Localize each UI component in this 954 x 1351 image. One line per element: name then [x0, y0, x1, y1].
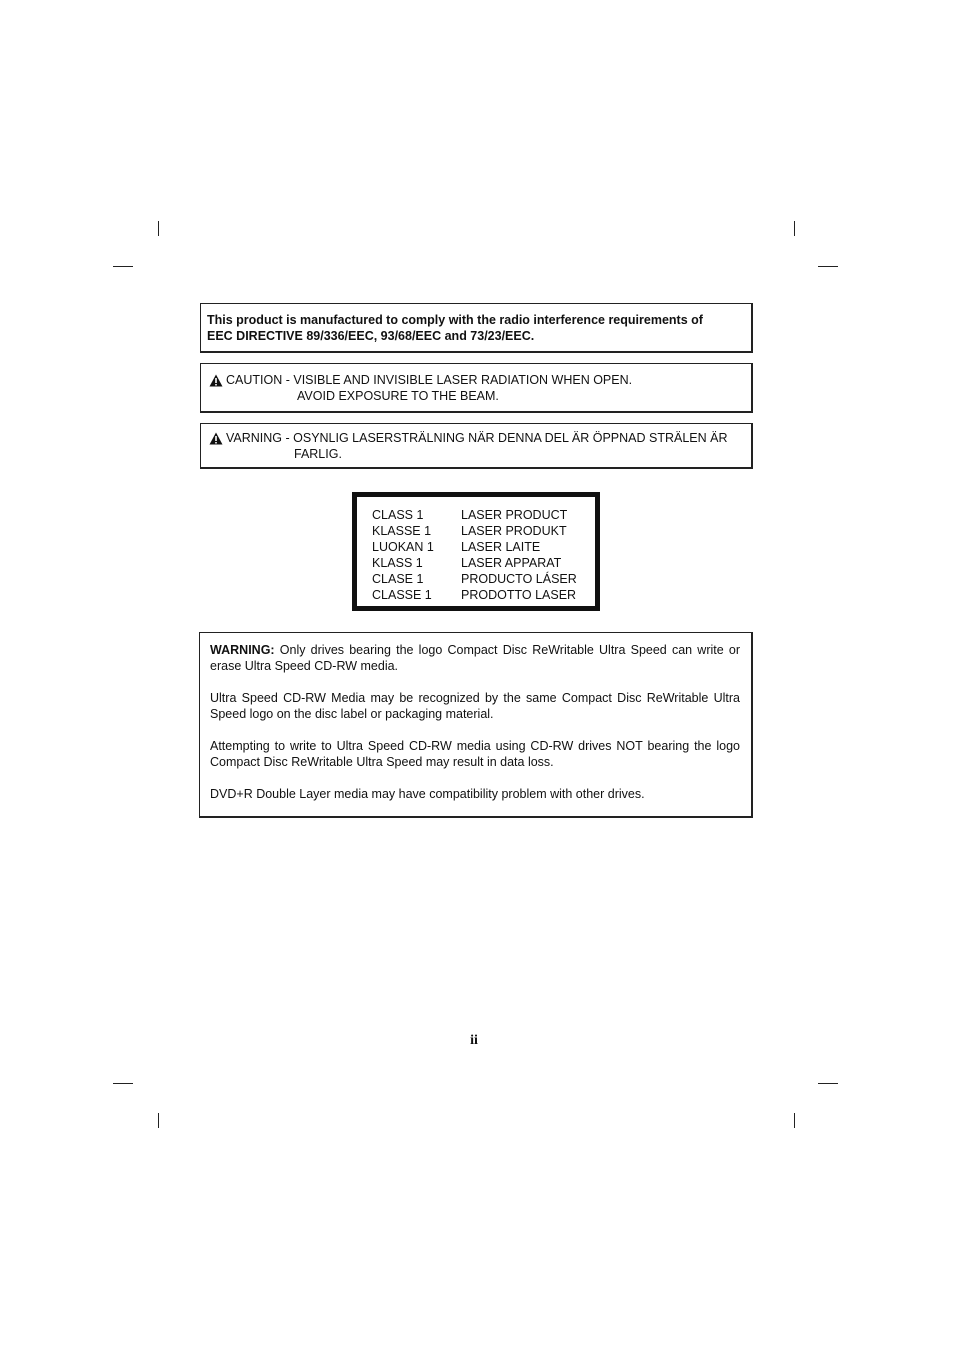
product-cell: LASER PRODUCT [461, 508, 568, 522]
page-number: ii [470, 1033, 478, 1048]
warning-label: WARNING: [210, 643, 275, 657]
laser-class-row [372, 523, 577, 539]
caution-line1: CAUTION - VISIBLE AND INVISIBLE LASER RADIATION WHEN OPEN. [226, 373, 633, 387]
varning-line2: FARLIG. [294, 447, 342, 461]
emc-notice-line2: EEC DIRECTIVE 89/336/EEC, 93/68/EEC and 73/23/EEC. [207, 329, 535, 343]
warning-paragraph-1 [210, 642, 740, 674]
laser-class-label [352, 492, 600, 611]
class-cell: CLASSE 1 [372, 588, 432, 602]
warning-paragraph-2: Ultra Speed CD-RW Media may be recognized by the same Compact Disc ReWritable Ultra Speed logo on the disc label or packaging material. [210, 691, 740, 721]
product-cell: LASER APPARAT [461, 556, 562, 570]
class-cell: CLASS 1 [372, 508, 424, 522]
crop-mark [794, 221, 795, 236]
crop-mark [158, 221, 159, 236]
media-warning-box [199, 632, 753, 818]
crop-mark [158, 1113, 159, 1128]
warning-text-1: Only drives bearing the logo Compact Disc ReWritable Ultra Speed can write or erase Ultra Speed CD-RW media. [210, 643, 740, 673]
class-cell: CLASE 1 [372, 572, 424, 586]
crop-mark [113, 1083, 133, 1084]
crop-mark [113, 266, 133, 267]
class-cell: LUOKAN 1 [372, 540, 434, 554]
caution-line2: AVOID EXPOSURE TO THE BEAM. [297, 389, 499, 403]
crop-mark [818, 1083, 838, 1084]
product-cell: PRODOTTO LASER [461, 588, 577, 602]
emc-notice-line1: This product is manufactured to comply with the radio interference requirements of [207, 313, 703, 327]
varning-line1: VARNING - OSYNLIG LASERSTRÄLNING NÄR DENNA DEL ÄR ÖPPNAD STRÄLEN ÄR [226, 431, 728, 445]
crop-mark [818, 266, 838, 267]
caution-box [200, 363, 753, 413]
product-cell: LASER PRODUKT [461, 524, 567, 538]
warning-triangle-icon [209, 374, 223, 387]
class-cell: KLASS 1 [372, 556, 423, 570]
warning-triangle-icon [209, 432, 223, 445]
class-cell: KLASSE 1 [372, 524, 432, 538]
laser-class-row [372, 571, 577, 587]
laser-class-row [372, 507, 577, 523]
laser-class-row [372, 555, 577, 571]
laser-class-row [372, 587, 577, 603]
warning-paragraph-3: Attempting to write to Ultra Speed CD-RW media using CD-RW drives NOT bearing the logo Compact Disc ReWritable Ultra Speed may result in data loss. [210, 739, 740, 769]
laser-class-table [372, 507, 577, 603]
emc-notice-box [200, 303, 753, 353]
varning-box [200, 423, 753, 469]
product-cell: PRODUCTO LÁSER [461, 572, 577, 586]
warning-paragraph-4: DVD+R Double Layer media may have compatibility problem with other drives. [210, 787, 645, 801]
product-cell: LASER LAITE [461, 540, 541, 554]
crop-mark [794, 1113, 795, 1128]
laser-class-row [372, 539, 577, 555]
